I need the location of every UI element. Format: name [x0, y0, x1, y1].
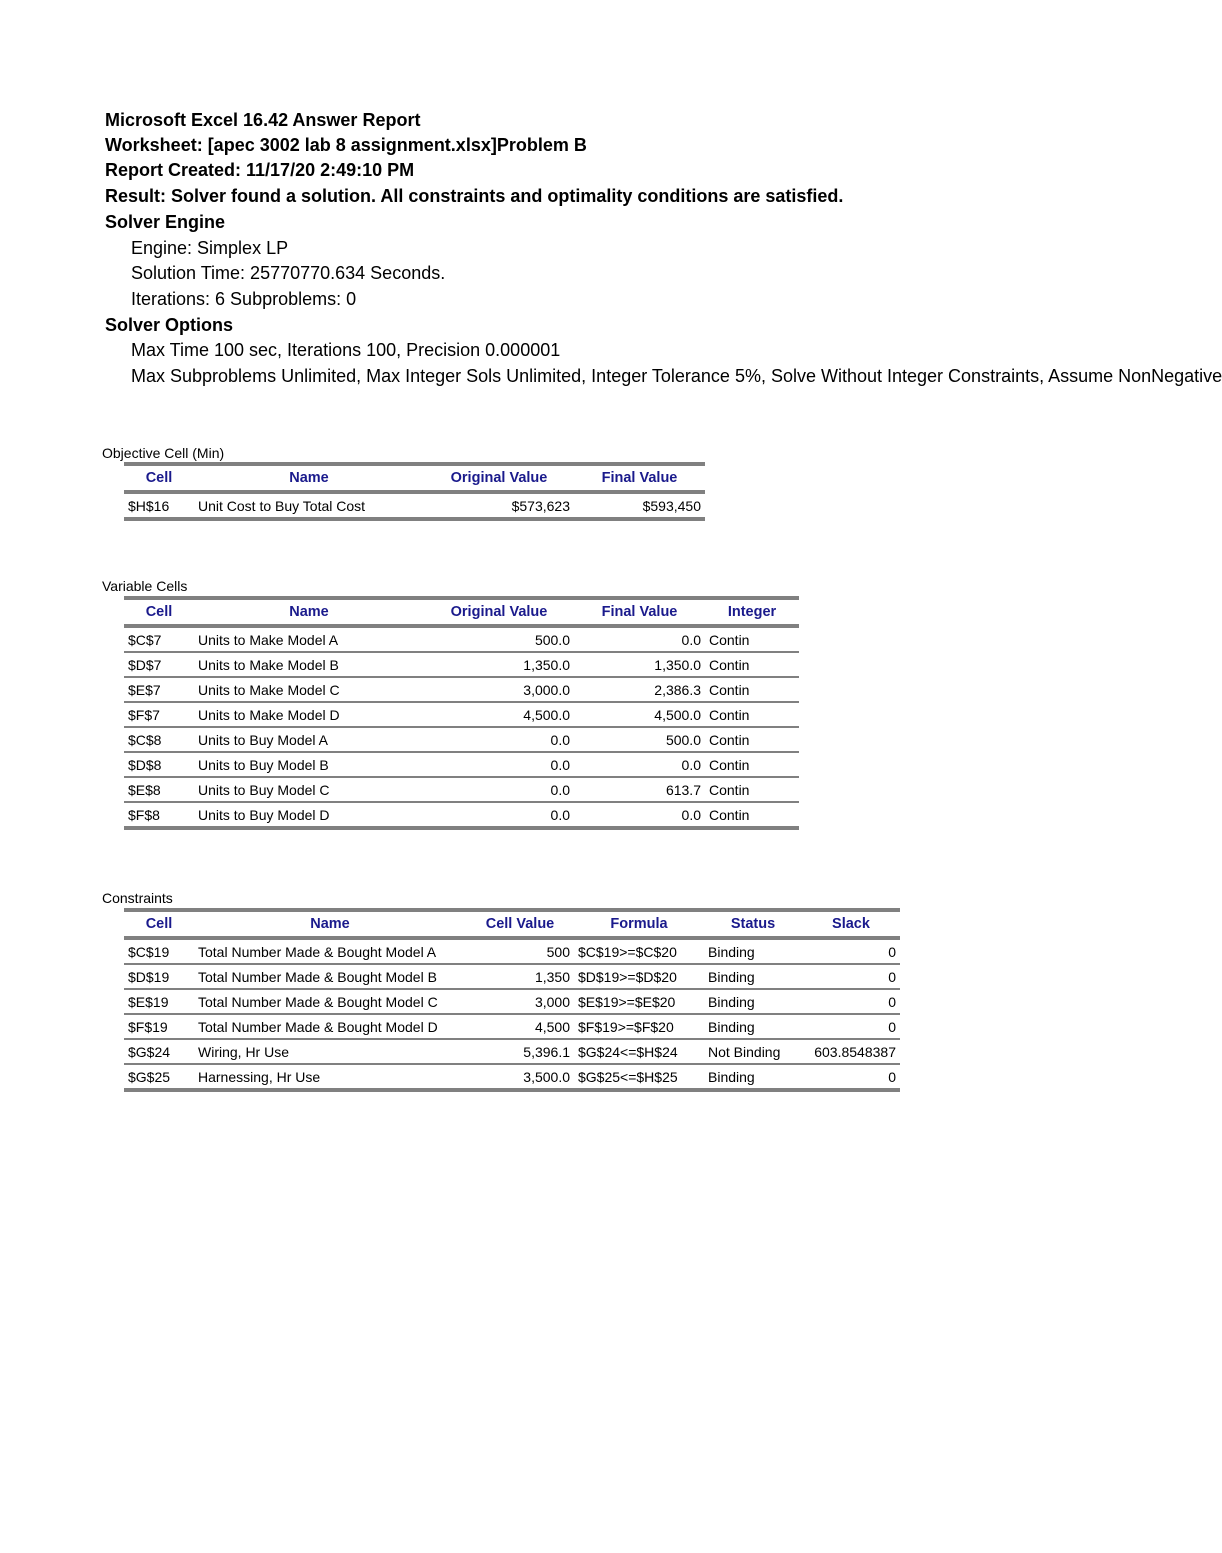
cell-name: Total Number Made & Bought Model D: [194, 1014, 466, 1039]
cell-cell: $F$19: [124, 1014, 194, 1039]
cell-cell: $D$8: [124, 752, 194, 777]
column-header: Formula: [574, 910, 704, 938]
cell-cell: $F$8: [124, 802, 194, 828]
cell-name: Units to Buy Model A: [194, 727, 424, 752]
cell-name: Units to Make Model D: [194, 702, 424, 727]
cell-integer: Contin: [705, 752, 799, 777]
cell-slack: 0: [802, 1014, 900, 1039]
table-row: [124, 802, 799, 828]
column-header: Cell: [124, 910, 194, 938]
cell-formula: $G$24<=$H$24: [574, 1039, 704, 1064]
objective-table: [124, 462, 705, 521]
table-row: [124, 938, 900, 964]
cell-cell: $C$19: [124, 938, 194, 964]
cell-name: Units to Make Model C: [194, 677, 424, 702]
column-header: Cell: [124, 464, 194, 492]
cell-name: Units to Buy Model D: [194, 802, 424, 828]
report-title: Microsoft Excel 16.42 Answer Report: [105, 110, 421, 130]
cell-original: 0.0: [424, 752, 574, 777]
variables-section-label: Variable Cells: [102, 578, 188, 594]
column-header: Name: [194, 464, 424, 492]
cell-name: Units to Make Model A: [194, 626, 424, 652]
cell-status: Binding: [704, 1064, 802, 1090]
cell-value: 5,396.1: [466, 1039, 574, 1064]
cell-final: 0.0: [574, 752, 705, 777]
cell-value: 500: [466, 938, 574, 964]
table-row: [124, 989, 900, 1014]
cell-value: 3,500.0: [466, 1064, 574, 1090]
solution-time-line: Solution Time: 25770770.634 Seconds.: [131, 263, 446, 283]
cell-cell: $E$19: [124, 989, 194, 1014]
cell-slack: 0: [802, 964, 900, 989]
cell-slack: 0: [802, 938, 900, 964]
column-header: Name: [194, 598, 424, 626]
cell-final: 0.0: [574, 802, 705, 828]
cell-original: 500.0: [424, 626, 574, 652]
cell-integer: Contin: [705, 626, 799, 652]
report-created-line: Report Created: 11/17/20 2:49:10 PM: [105, 160, 415, 180]
cell-integer: Contin: [705, 727, 799, 752]
cell-final: 4,500.0: [574, 702, 705, 727]
cell-status: Binding: [704, 938, 802, 964]
cell-original: 0.0: [424, 802, 574, 828]
cell-name: Total Number Made & Bought Model A: [194, 938, 466, 964]
cell-original: 3,000.0: [424, 677, 574, 702]
table-row: [124, 777, 799, 802]
cell-slack: 0: [802, 989, 900, 1014]
cell-status: Not Binding: [704, 1039, 802, 1064]
cell-name: Units to Buy Model B: [194, 752, 424, 777]
solver-options-heading: Solver Options: [105, 315, 234, 335]
cell-status: Binding: [704, 989, 802, 1014]
column-header: Cell: [124, 598, 194, 626]
table-row: [124, 626, 799, 652]
cell-cell: $D$7: [124, 652, 194, 677]
cell-cell: $E$7: [124, 677, 194, 702]
cell-value: 3,000: [466, 989, 574, 1014]
cell-integer: Contin: [705, 777, 799, 802]
column-header: Final Value: [574, 464, 705, 492]
cell-cell: $C$7: [124, 626, 194, 652]
column-header: Slack: [802, 910, 900, 938]
table-row: [124, 1064, 900, 1090]
cell-cell: $E$8: [124, 777, 194, 802]
cell-integer: Contin: [705, 652, 799, 677]
table-row: [124, 752, 799, 777]
cell-final: 613.7: [574, 777, 705, 802]
cell-final: 2,386.3: [574, 677, 705, 702]
variables-table: [124, 596, 799, 830]
cell-integer: Contin: [705, 802, 799, 828]
cell-name: Harnessing, Hr Use: [194, 1064, 466, 1090]
cell-name: Wiring, Hr Use: [194, 1039, 466, 1064]
column-header: Integer: [705, 598, 799, 626]
options-line-1: Max Time 100 sec, Iterations 100, Precision 0.000001: [131, 340, 561, 360]
constraints-table: [124, 908, 900, 1092]
table-row: [124, 677, 799, 702]
column-header: Name: [194, 910, 466, 938]
cell-cell: $F$7: [124, 702, 194, 727]
table-row: [124, 727, 799, 752]
cell-name: Total Number Made & Bought Model B: [194, 964, 466, 989]
cell-name: Unit Cost to Buy Total Cost: [194, 492, 424, 519]
column-header: Final Value: [574, 598, 705, 626]
cell-slack: 603.8548387: [802, 1039, 900, 1064]
cell-formula: $G$25<=$H$25: [574, 1064, 704, 1090]
cell-status: Binding: [704, 1014, 802, 1039]
cell-cell: $D$19: [124, 964, 194, 989]
cell-original: 4,500.0: [424, 702, 574, 727]
cell-cell: $C$8: [124, 727, 194, 752]
cell-final: 0.0: [574, 626, 705, 652]
cell-name: Units to Buy Model C: [194, 777, 424, 802]
table-row: [124, 1039, 900, 1064]
options-line-2: Max Subproblems Unlimited, Max Integer Sols Unlimited, Integer Tolerance 5%, Solve Without Integer Constraints, Assume NonNegative: [131, 366, 1222, 386]
table-row: [124, 652, 799, 677]
cell-name: Total Number Made & Bought Model C: [194, 989, 466, 1014]
column-header: Cell Value: [466, 910, 574, 938]
cell-cell: $G$24: [124, 1039, 194, 1064]
cell-final: 500.0: [574, 727, 705, 752]
column-header: Original Value: [424, 464, 574, 492]
cell-final: $593,450: [574, 492, 705, 519]
table-row: [124, 492, 705, 519]
cell-cell: $G$25: [124, 1064, 194, 1090]
column-header: Original Value: [424, 598, 574, 626]
constraints-section-label: Constraints: [102, 890, 173, 906]
solver-engine-heading: Solver Engine: [105, 212, 226, 232]
iterations-line: Iterations: 6 Subproblems: 0: [131, 289, 357, 309]
cell-formula: $F$19>=$F$20: [574, 1014, 704, 1039]
cell-status: Binding: [704, 964, 802, 989]
cell-name: Units to Make Model B: [194, 652, 424, 677]
cell-original: 0.0: [424, 777, 574, 802]
column-header: Status: [704, 910, 802, 938]
table-row: [124, 964, 900, 989]
cell-formula: $D$19>=$D$20: [574, 964, 704, 989]
worksheet-line: Worksheet: [apec 3002 lab 8 assignment.xlsx]Problem B: [105, 135, 587, 155]
table-row: [124, 1014, 900, 1039]
result-line: Result: Solver found a solution. All constraints and optimality conditions are satisfied.: [105, 186, 844, 206]
cell-original: 0.0: [424, 727, 574, 752]
cell-formula: $C$19>=$C$20: [574, 938, 704, 964]
cell-integer: Contin: [705, 702, 799, 727]
cell-original: $573,623: [424, 492, 574, 519]
cell-cell: $H$16: [124, 492, 194, 519]
cell-value: 4,500: [466, 1014, 574, 1039]
cell-final: 1,350.0: [574, 652, 705, 677]
cell-value: 1,350: [466, 964, 574, 989]
cell-slack: 0: [802, 1064, 900, 1090]
cell-original: 1,350.0: [424, 652, 574, 677]
table-row: [124, 702, 799, 727]
engine-line: Engine: Simplex LP: [131, 238, 289, 258]
cell-integer: Contin: [705, 677, 799, 702]
objective-section-label: Objective Cell (Min): [102, 445, 225, 461]
cell-formula: $E$19>=$E$20: [574, 989, 704, 1014]
